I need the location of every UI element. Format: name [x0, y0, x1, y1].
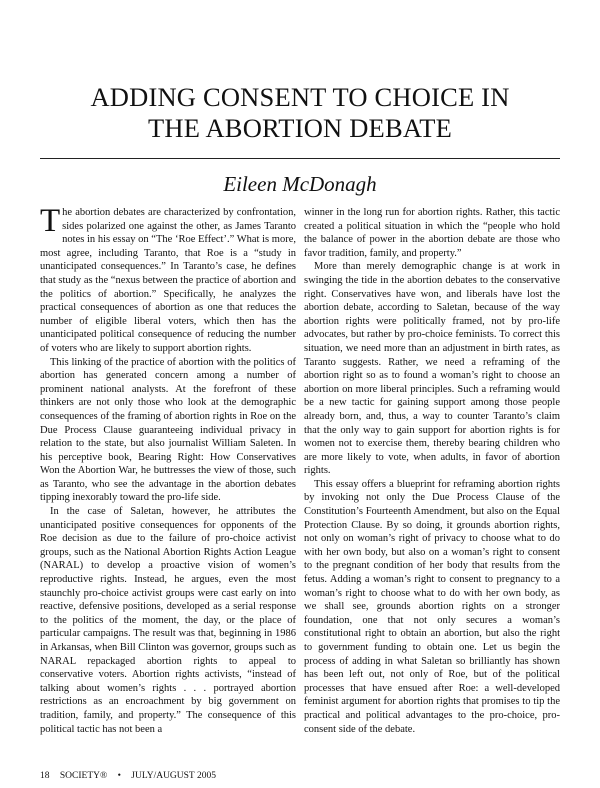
- article-title-line-2: THE ABORTION DEBATE: [148, 113, 452, 143]
- paragraph-5: This essay offers a blueprint for reframing abortion rights by invoking not only the Due Process Clause of the Constitution’s Fourteenth Amendment, but also on the Equal Protection Clause. By so doing, it grounds abortion rights, not only on woman’s right of privacy to choose what to do with her own body, but also on a woman’s right to consent to the pregnant condition of her body that results from the fetus. Adding a woman’s right to consent to pregnancy to a woman’s right to choose what to do with her own body, as we shall see, grounds abortion rights on a stronger foundation, one that not only secures a woman’s constitutional right to obtain an abortion, but also the right to government funding to obtain one. Let us begin the process of adding in what Saletan so brilliantly has shown has been left out, not only of Roe, but of the political processes that have ensued after Roe: a well-developed feminist argument for abortion rights that promises to tip the practical and political advantages to the pro-choice, pro-consent side of the debate.: [304, 478, 560, 735]
- paragraph-2: This linking of the practice of abortion with the politics of abortion has generated concern among a number of prominent national analysts. At the forefront of these thinkers are not only those who look at the demographic consequences of the framing of abortion rights in Roe on the Due Process Clause guaranteeing individual privacy in relation to the state, but also journalist William Saleten. In his perceptive book, Bearing Right: How Conservatives Won the Abortion War, he buttresses the view of those, such as Taranto, who see the advantage in the abortion debates tipping inexorably toward the pro-life side.: [40, 356, 296, 504]
- page-number: 18: [40, 771, 50, 781]
- issue-date: JULY/AUGUST 2005: [131, 771, 216, 781]
- right-column: [304, 206, 560, 736]
- title-divider: [40, 158, 560, 159]
- page-footer: [40, 770, 340, 782]
- author-byline: Eileen McDonagh: [223, 172, 377, 196]
- paragraph-1: [40, 203, 296, 356]
- drop-cap: T: [40, 203, 61, 239]
- left-column: [40, 203, 296, 736]
- footer-separator: •: [117, 771, 121, 781]
- paragraph-1-text: he abortion debates are characterized by confrontation, sides polarized one against the other, as James Taranto notes in his essay on “The ‘Roe Effect’.” What is more, most agree, including Taranto, that Roe is a “study in unanticipated consequences.” In Taranto’s case, he defines that study as the “nexus between the practice of abortion and the politics of abortion.” Specifically, he analyzes the practical consequences of abortion as one that reduces the number of eligible liberal voters, which then has the unanticipated political consequence of reducing the number of voters who are likely to support abortion rights.: [40, 207, 296, 354]
- paragraph-3-continued: winner in the long run for abortion rights. Rather, this tactic created a political situation in which the “people who hold the balance of power in the abortion debate are those who favor tradition, family, and property.”: [304, 207, 560, 259]
- journal-name: SOCIETY®: [59, 771, 108, 781]
- paragraph-4: More than merely demographic change is at work in swinging the tide in the abortion debates to the conservative right. Conservatives have won, and liberals have lost the abortion debate, according to Saletan, because of the way abortion rights were politically framed, not by pro-life advocates, but rather by pro-choice feminists. To correct this situation, we need more than an adjustment in birth rates, as Taranto suggests. Rather, we need a reframing of the abortion right so as to found a woman’s right to choose an abortion on more liberal principles. Such a reframing would be a new tactic for gaining support among those people already born, and, thus, a way to counter Taranto’s claim that the only way to gain support for abortion rights is for women not to exercise them, thereby bearing children who are more likely to vote, when adults, in favor of abortion rights.: [304, 261, 560, 477]
- article-title: [40, 82, 560, 144]
- article-title-line-1: ADDING CONSENT TO CHOICE IN: [90, 82, 510, 112]
- paragraph-3: In the case of Saletan, however, he attributes the unanticipated positive consequences for opponents of the Roe decision as due to the failure of pro-choice activist groups, such as the National Abortion Rights Action League (NARAL) to develop a proactive vision of women’s reproductive rights. Instead, he argues, even the most staunchly pro-choice activist groups were cast early on into reactive, defensive positions, developed as a serial response to the politics of the moment, the day, or the place of particular campaigns. The result was that, beginning in 1986 in Arkansas, when Bill Clinton was governor, groups such as NARAL repackaged abortion rights to appeal to conservative voters. Abortion rights activists, “instead of talking about women’s rights . . . portrayed abortion restrictions as an encroachment by big government on tradition, family, and property.” The consequence of this political tactic has not been a: [40, 506, 296, 735]
